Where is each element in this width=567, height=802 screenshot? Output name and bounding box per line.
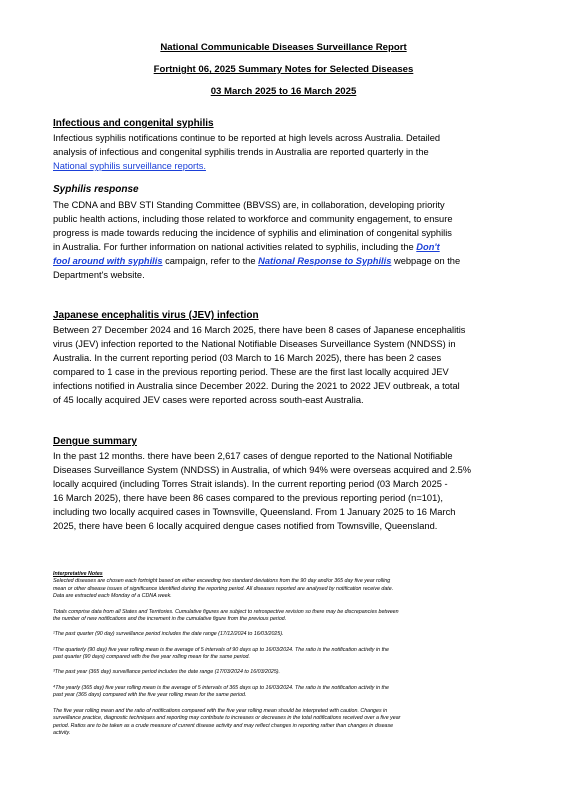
syphilis-paragraph (53, 131, 521, 173)
syphilis-reports-link[interactable]: National syphilis surveillance reports. (53, 161, 206, 171)
notes-line: surveillance practice, diagnostic techniques and reporting may contribute to increases or decreases in the total notifications received over a five year (53, 715, 401, 722)
dengue-heading: Dengue summary (53, 436, 137, 447)
notes-heading: Interpretative Notes (53, 571, 103, 577)
notes-line: The five year rolling mean and the ratio of notifications compared with the five year rolling mean should be interpreted with caution. Changes in (53, 708, 388, 714)
report-title: National Communicable Diseases Surveillance Report (160, 42, 407, 53)
response-line-5-tail: webpage on the (391, 256, 461, 266)
jev-line: Between 27 December 2024 and 16 March 2025, there have been 8 cases of Japanese encephalitis (53, 325, 466, 335)
syphilis-heading: Infectious and congenital syphilis (53, 118, 214, 129)
notes-line: ³The past year (365 day) surveillance period includes the date range (17/03/2024 to 16/03/2025). (53, 669, 281, 675)
notes-line: period. Ratios are to be taken as a crude measure of current disease activity and may reflect changes in reporting rather than changes in disease (53, 722, 394, 729)
dengue-line: In the past 12 months. there have been 2,617 cases of dengue reported to the National Notifiable (53, 451, 453, 461)
notes-line: mean or other disease issues of significance identified during the reporting period. All diseases reported are analysed by notification receive date. (53, 585, 394, 592)
syphilis-line-2: analysis of infectious and congenital syphilis trends in Australia are reported quarterly in the (53, 147, 429, 157)
dengue-line: locally acquired (including Torres Strait islands). In the current reporting period (03 March 2025 - (53, 479, 448, 489)
dont-fool-around-link-part1[interactable]: Don't (416, 242, 440, 252)
notes-footnote-3 (53, 669, 518, 676)
dengue-line: 16 March 2025), there have been 86 cases compared to the previous reporting period (n=101), (53, 493, 443, 503)
notes-line: past quarter (90 days) compared with the five year rolling mean for the same period. (53, 654, 250, 661)
notes-line: activity. (53, 729, 71, 736)
notes-line: past year (365 days) compared with the five year rolling mean for the same period. (53, 692, 247, 699)
notes-line: the number of new notifications and the increment in the cumulative figure from the previous period. (53, 616, 287, 623)
notes-line: Data are extracted each Monday of a CDNA week. (53, 592, 172, 599)
dengue-paragraph (53, 449, 521, 533)
jev-line: virus (JEV) infection reported to the National Notifiable Diseases Surveillance System (NNDSS) in (53, 339, 456, 349)
notes-line: ⁴The yearly (365 day) five year rolling mean is the average of 5 intervals of 365 days up to 16/03/2024. The ratio is the notification activity in the (53, 685, 389, 691)
dengue-line: 2025, there have been 6 locally acquired dengue cases notified from Townsville, Queensland. (53, 521, 438, 531)
syphilis-response-heading: Syphilis response (53, 184, 139, 195)
report-subtitle: Fortnight 06, 2025 Summary Notes for Selected Diseases (153, 64, 414, 75)
notes-line: ¹The past quarter (90 day) surveillance period includes the date range (17/12/2024 to 16/03/2025). (53, 631, 284, 637)
notes-line: Selected diseases are chosen each fortnight based on either exceeding two standard deviations from the 90 day and/or 365 day five year rolling (53, 578, 391, 585)
dengue-line: including two locally acquired cases in Townsville, Queensland. From 1 January 2025 to 16 March (53, 507, 456, 517)
syphilis-line-1: Infectious syphilis notifications continue to be reported at high levels across Australia. Detailed (53, 133, 441, 143)
jev-line: infections notified in Australia since December 2022. During the 2021 to 2022 JEV outbreak, a total (53, 381, 460, 391)
dont-fool-around-link-part2[interactable]: fool around with syphilis (53, 256, 163, 266)
jev-line: of 45 locally acquired JEV cases were reported across south-east Australia. (53, 395, 364, 405)
jev-line: compared to 1 case in the previous reporting period. These are the first last locally acquired JEV (53, 367, 449, 377)
jev-paragraph (53, 323, 521, 407)
national-response-link[interactable]: National Response to Syphilis (258, 256, 392, 266)
response-line-6: Department's website. (53, 270, 145, 280)
notes-totals (53, 609, 518, 624)
response-line-1: The CDNA and BBV STI Standing Committee (BBVSS) are, in collaboration, developing priority (53, 200, 445, 210)
jev-line: Australia. In the current reporting period (03 March to 16 March 2025), there has been 2 cases (53, 353, 442, 363)
notes-footnote-1 (53, 631, 518, 638)
jev-heading: Japanese encephalitis virus (JEV) infection (53, 310, 259, 321)
notes-line: Totals comprise data from all States and Territories. Cumulative figures are subject to retrospective revision so there may be discrepancies between (53, 609, 399, 615)
notes-line: ²The quarterly (90 day) five year rolling mean is the average of 5 intervals of 90 days up to 16/03/2024. The ratio is the notification activity in the (53, 647, 389, 653)
report-date-range: 03 March 2025 to 16 March 2025 (210, 86, 357, 97)
dengue-line: Diseases Surveillance System (NNDSS) in Australia, of which 94% were overseas acquired and 2.5% (53, 465, 472, 475)
notes-footnote-2 (53, 647, 518, 662)
syphilis-response-paragraph (53, 198, 521, 282)
interpretative-notes (53, 571, 518, 600)
response-line-2: public health actions, including those related to workforce and community engagement, to ensure (53, 214, 453, 224)
notes-caution (53, 708, 518, 737)
response-line-5-text: campaign, refer to the (162, 256, 259, 266)
response-line-4: in Australia. For further information on national activities related to syphilis, including the (53, 242, 414, 252)
notes-footnote-4 (53, 685, 518, 700)
response-line-3: progress is made towards reducing the incidence of syphilis and elimination of congenital syphilis (53, 228, 452, 238)
